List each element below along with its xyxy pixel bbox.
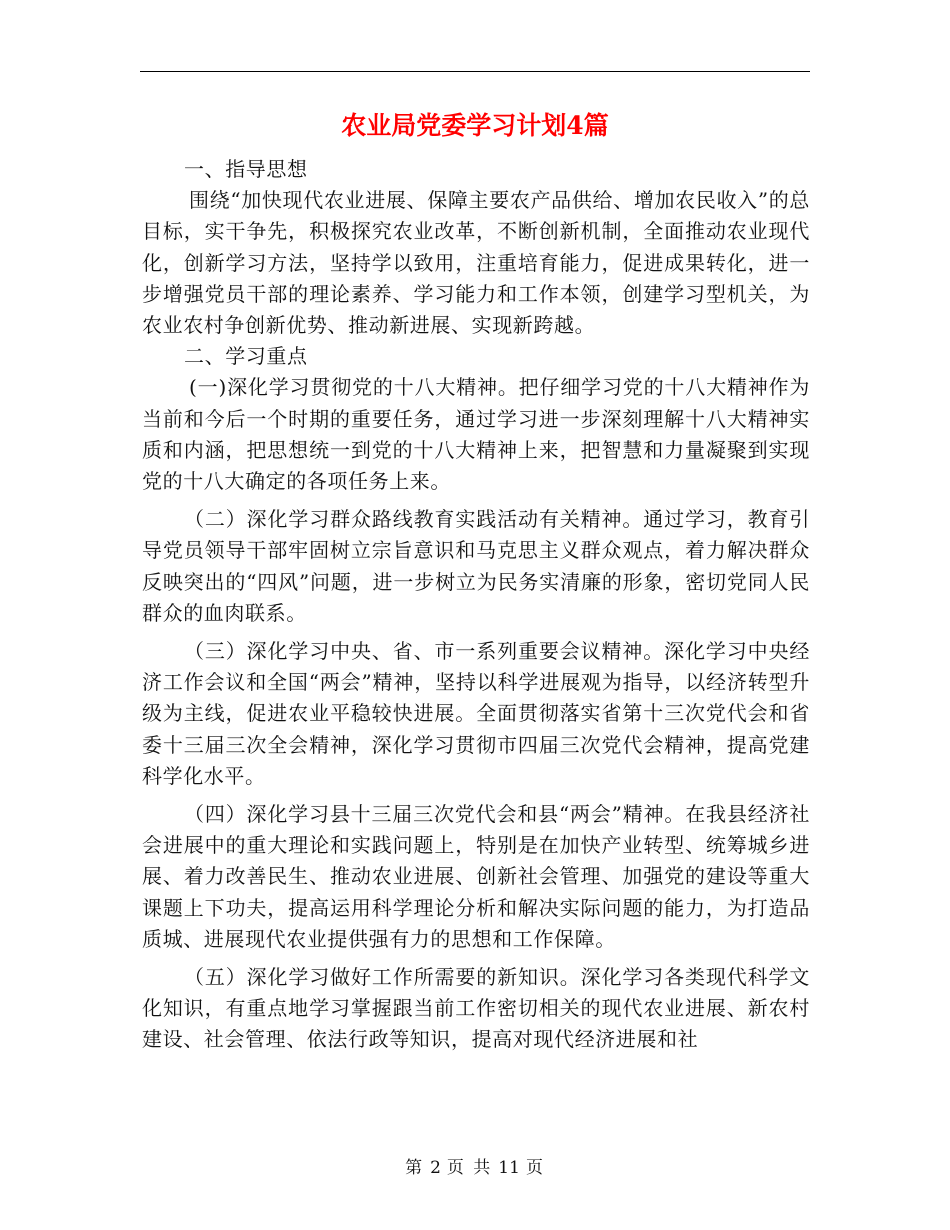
paragraph-focus-1: (一)深化学习贯彻党的十八大精神。把仔细学习党的十八大精神作为当前和今后一个时期的重要任务，通过学习进一步深刻理解十八大精神实质和内涵，把思想统一到党的十八大精神上来，把智慧和力量凝聚到实现党的十八大确定的各项任务上来。 <box>142 375 810 494</box>
document-body <box>142 154 810 1056</box>
page-footer <box>0 1153 950 1178</box>
footer-suffix: 页 <box>525 1158 545 1178</box>
document-title: 农业局党委学习计划4篇 <box>341 111 609 140</box>
section-heading-study-focus: 二、学习重点 <box>184 344 308 369</box>
header-rule <box>140 71 810 72</box>
paragraph-focus-4: （四）深化学习县十三届三次党代会和县“两会”精神。在我县经济社会进展中的重大理论和实践问题上，特别是在加快产业转型、统筹城乡进展、着力改善民生、推动农业进展、创新社会管理、加强党的建设等重大课题上下功夫，提高运用科学理论分析和解决实际问题的能力，为打造品质城、进展现代农业提供强有力的思想和工作保障。 <box>142 802 810 951</box>
paragraph-guiding-ideology: 围绕“加快现代农业进展、保障主要农产品供给、增加农民收入”的总目标，实干争先，积极探究农业改革，不断创新机制，全面推动农业现代化，创新学习方法，坚持学以致用，注重培育能力，促进成果转化，进一步增强党员干部的理论素养、学习能力和工作本领，创建学习型机关，为农业农村争创新优势、推动新进展、实现新跨越。 <box>142 188 810 338</box>
paragraph-focus-5: （五）深化学习做好工作所需要的新知识。深化学习各类现代科学文化知识，有重点地学习掌握跟当前工作密切相关的现代农业进展、新农村建设、社会管理、依法行政等知识，提高对现代经济进展和社 <box>142 965 810 1052</box>
section-heading-guiding-ideology: 一、指导思想 <box>184 157 308 181</box>
total-page-count: 11 <box>498 1158 520 1178</box>
footer-prefix: 第 <box>405 1158 425 1178</box>
paragraph-focus-2: （二）深化学习群众路线教育实践活动有关精神。通过学习，教育引导党员领导干部牢固树立宗旨意识和马克思主义群众观点，着力解决群众反映突出的“四风”问题，进一步树立为民务实清廉的形象，密切党同人民群众的血肉联系。 <box>142 507 810 625</box>
current-page-number: 2 <box>430 1158 441 1178</box>
footer-middle: 页 共 <box>446 1158 493 1178</box>
paragraph-focus-3: （三）深化学习中央、省、市一系列重要会议精神。深化学习中央经济工作会议和全国“两会”精神，坚持以科学进展观为指导，以经济转型升级为主线，促进农业平稳较快进展。全面贯彻落实省第十三次党代会和省委十三届三次全会精神，深化学习贯彻市四届三次党代会精神，提高党建科学化水平。 <box>142 639 810 788</box>
